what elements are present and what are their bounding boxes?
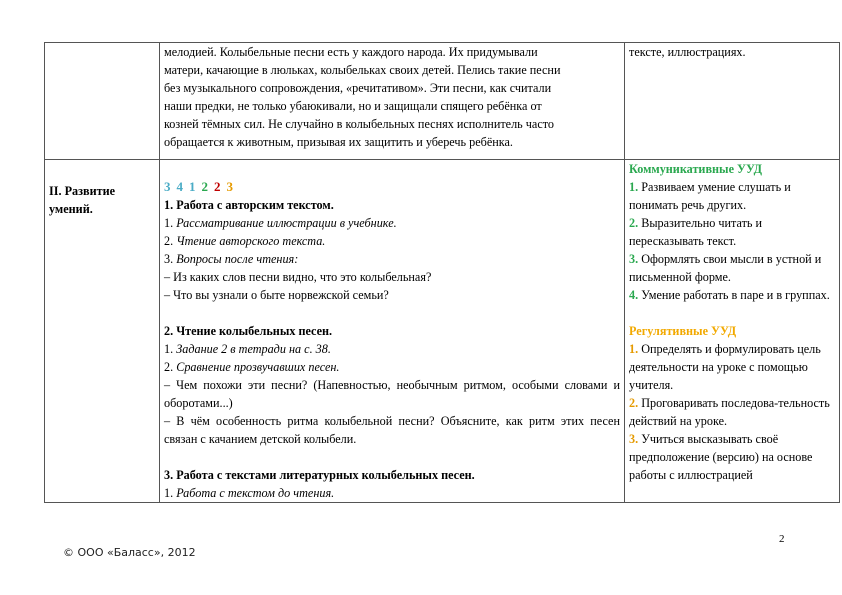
content-line: без музыкального сопровождения, «речитативом». Эти песни, как считали (164, 81, 552, 95)
content-line: матери, качающие в люльках, колыбельках своих детей. Пелись такие песни (164, 63, 561, 77)
content-line: козней тёмных сил. Не случайно в колыбельных песнях исполнитель часто (164, 117, 554, 131)
question: – Что вы узнали о быте норвежской семьи? (164, 288, 389, 302)
table-row (45, 160, 840, 503)
content-line: обращается к животным, призывая их защитить и уберечь ребёнка. (164, 135, 513, 149)
task-item (164, 484, 620, 502)
task-title: 2. Чтение колыбельных песен. (164, 324, 333, 338)
uud-code: 3 (164, 179, 171, 194)
uud-item-num: 2. (629, 216, 639, 230)
uud-item (629, 286, 835, 304)
uud-item-num: 3. (629, 432, 639, 446)
task-title: 1. Работа с авторским текстом. (164, 198, 334, 212)
page-number: 2 (779, 533, 785, 545)
stage-cell (45, 43, 160, 160)
uud-cell (625, 160, 840, 503)
content-cell (160, 43, 625, 160)
uud-code: 2 (201, 179, 208, 194)
uud-item-num: 1. (629, 342, 639, 356)
stage-title: II. Развитие умений. (49, 184, 116, 216)
question: – Чем похожи эти песни? (Напевностью, необычным ритмом, особыми словами и оборотами...) (164, 378, 620, 410)
uud-item-num: 1. (629, 180, 639, 194)
uud-item (629, 340, 835, 394)
task-item (164, 232, 620, 250)
question: – Из каких слов песни видно, что это колыбельная? (164, 270, 432, 284)
lesson-table (44, 42, 840, 503)
task-item-num: 2. (164, 234, 177, 248)
task-item-text: Работа с текстом до чтения. (176, 486, 335, 500)
uud-item-text: Определять и формулировать цель деятельности на уроке с помощью учителя. (629, 342, 821, 392)
spacer (629, 304, 835, 322)
task-item-text: Сравнение прозвучавших песен. (176, 360, 340, 374)
task-item-text: Вопросы после чтения: (176, 252, 299, 266)
uud-item-text: Умение работать в паре и в группах. (638, 288, 830, 302)
task-item-num: 1. (164, 486, 177, 500)
task-item-num: 3. (164, 252, 177, 266)
stage-cell (45, 160, 160, 503)
table-row (45, 43, 840, 160)
uud-item-text: Проговаривать последова-тельность действий на уроке. (629, 396, 830, 428)
uud-code: 4 (176, 179, 183, 194)
uud-item-text: Выразительно читать и пересказывать текст. (629, 216, 763, 248)
task-item (164, 358, 620, 376)
uud-header-communicative: Коммуникативные УУД (629, 162, 763, 176)
content-line: мелодией. Колыбельные песни есть у каждого народа. Их придумывали (164, 45, 538, 59)
task-item-text: Задание 2 в тетради на с. 38. (176, 342, 331, 356)
uud-item-num: 4. (629, 288, 639, 302)
uud-item-num: 2. (629, 396, 639, 410)
uud-header-regulative: Регулятивные УУД (629, 324, 737, 338)
task-item (164, 250, 620, 268)
uud-item-text: Развиваем умение слушать и понимать речь других. (629, 180, 791, 212)
uud-code: 2 (214, 179, 221, 194)
uud-item (629, 394, 835, 430)
uud-codes (164, 178, 620, 196)
task-item-num: 1. (164, 342, 177, 356)
spacer (164, 304, 620, 322)
footer-copyright: © ООО «Баласс», 2012 (63, 546, 196, 559)
task-item-text: Чтение авторского текста. (176, 234, 326, 248)
task-item-num: 2. (164, 360, 177, 374)
uud-code: 3 (226, 179, 233, 194)
task-item (164, 214, 620, 232)
task-item (164, 340, 620, 358)
uud-code: 1 (189, 179, 196, 194)
uud-item-text: Учиться высказывать своё предположение (версию) на основе работы с иллюстрацией (629, 432, 813, 482)
uud-item-num: 3. (629, 252, 639, 266)
task-item-num: 1. (164, 216, 177, 230)
content-cell (160, 160, 625, 503)
task-item-text: Рассматривание иллюстрации в учебнике. (176, 216, 397, 230)
uud-item (629, 178, 835, 214)
content-line: наши предки, не только убаюкивали, но и защищали спящего ребёнка от (164, 99, 542, 113)
uud-item (629, 430, 835, 484)
uud-cell: тексте, иллюстрациях. (625, 43, 840, 160)
question: – В чём особенность ритма колыбельной песни? Объясните, как ритм этих песен связан с качанием детской колыбели. (164, 414, 620, 446)
spacer (164, 448, 620, 466)
uud-item-text: Оформлять свои мысли в устной и письменной форме. (629, 252, 822, 284)
task-title: 3. Работа с текстами литературных колыбельных песен. (164, 468, 475, 482)
uud-item (629, 250, 835, 286)
uud-item (629, 214, 835, 250)
